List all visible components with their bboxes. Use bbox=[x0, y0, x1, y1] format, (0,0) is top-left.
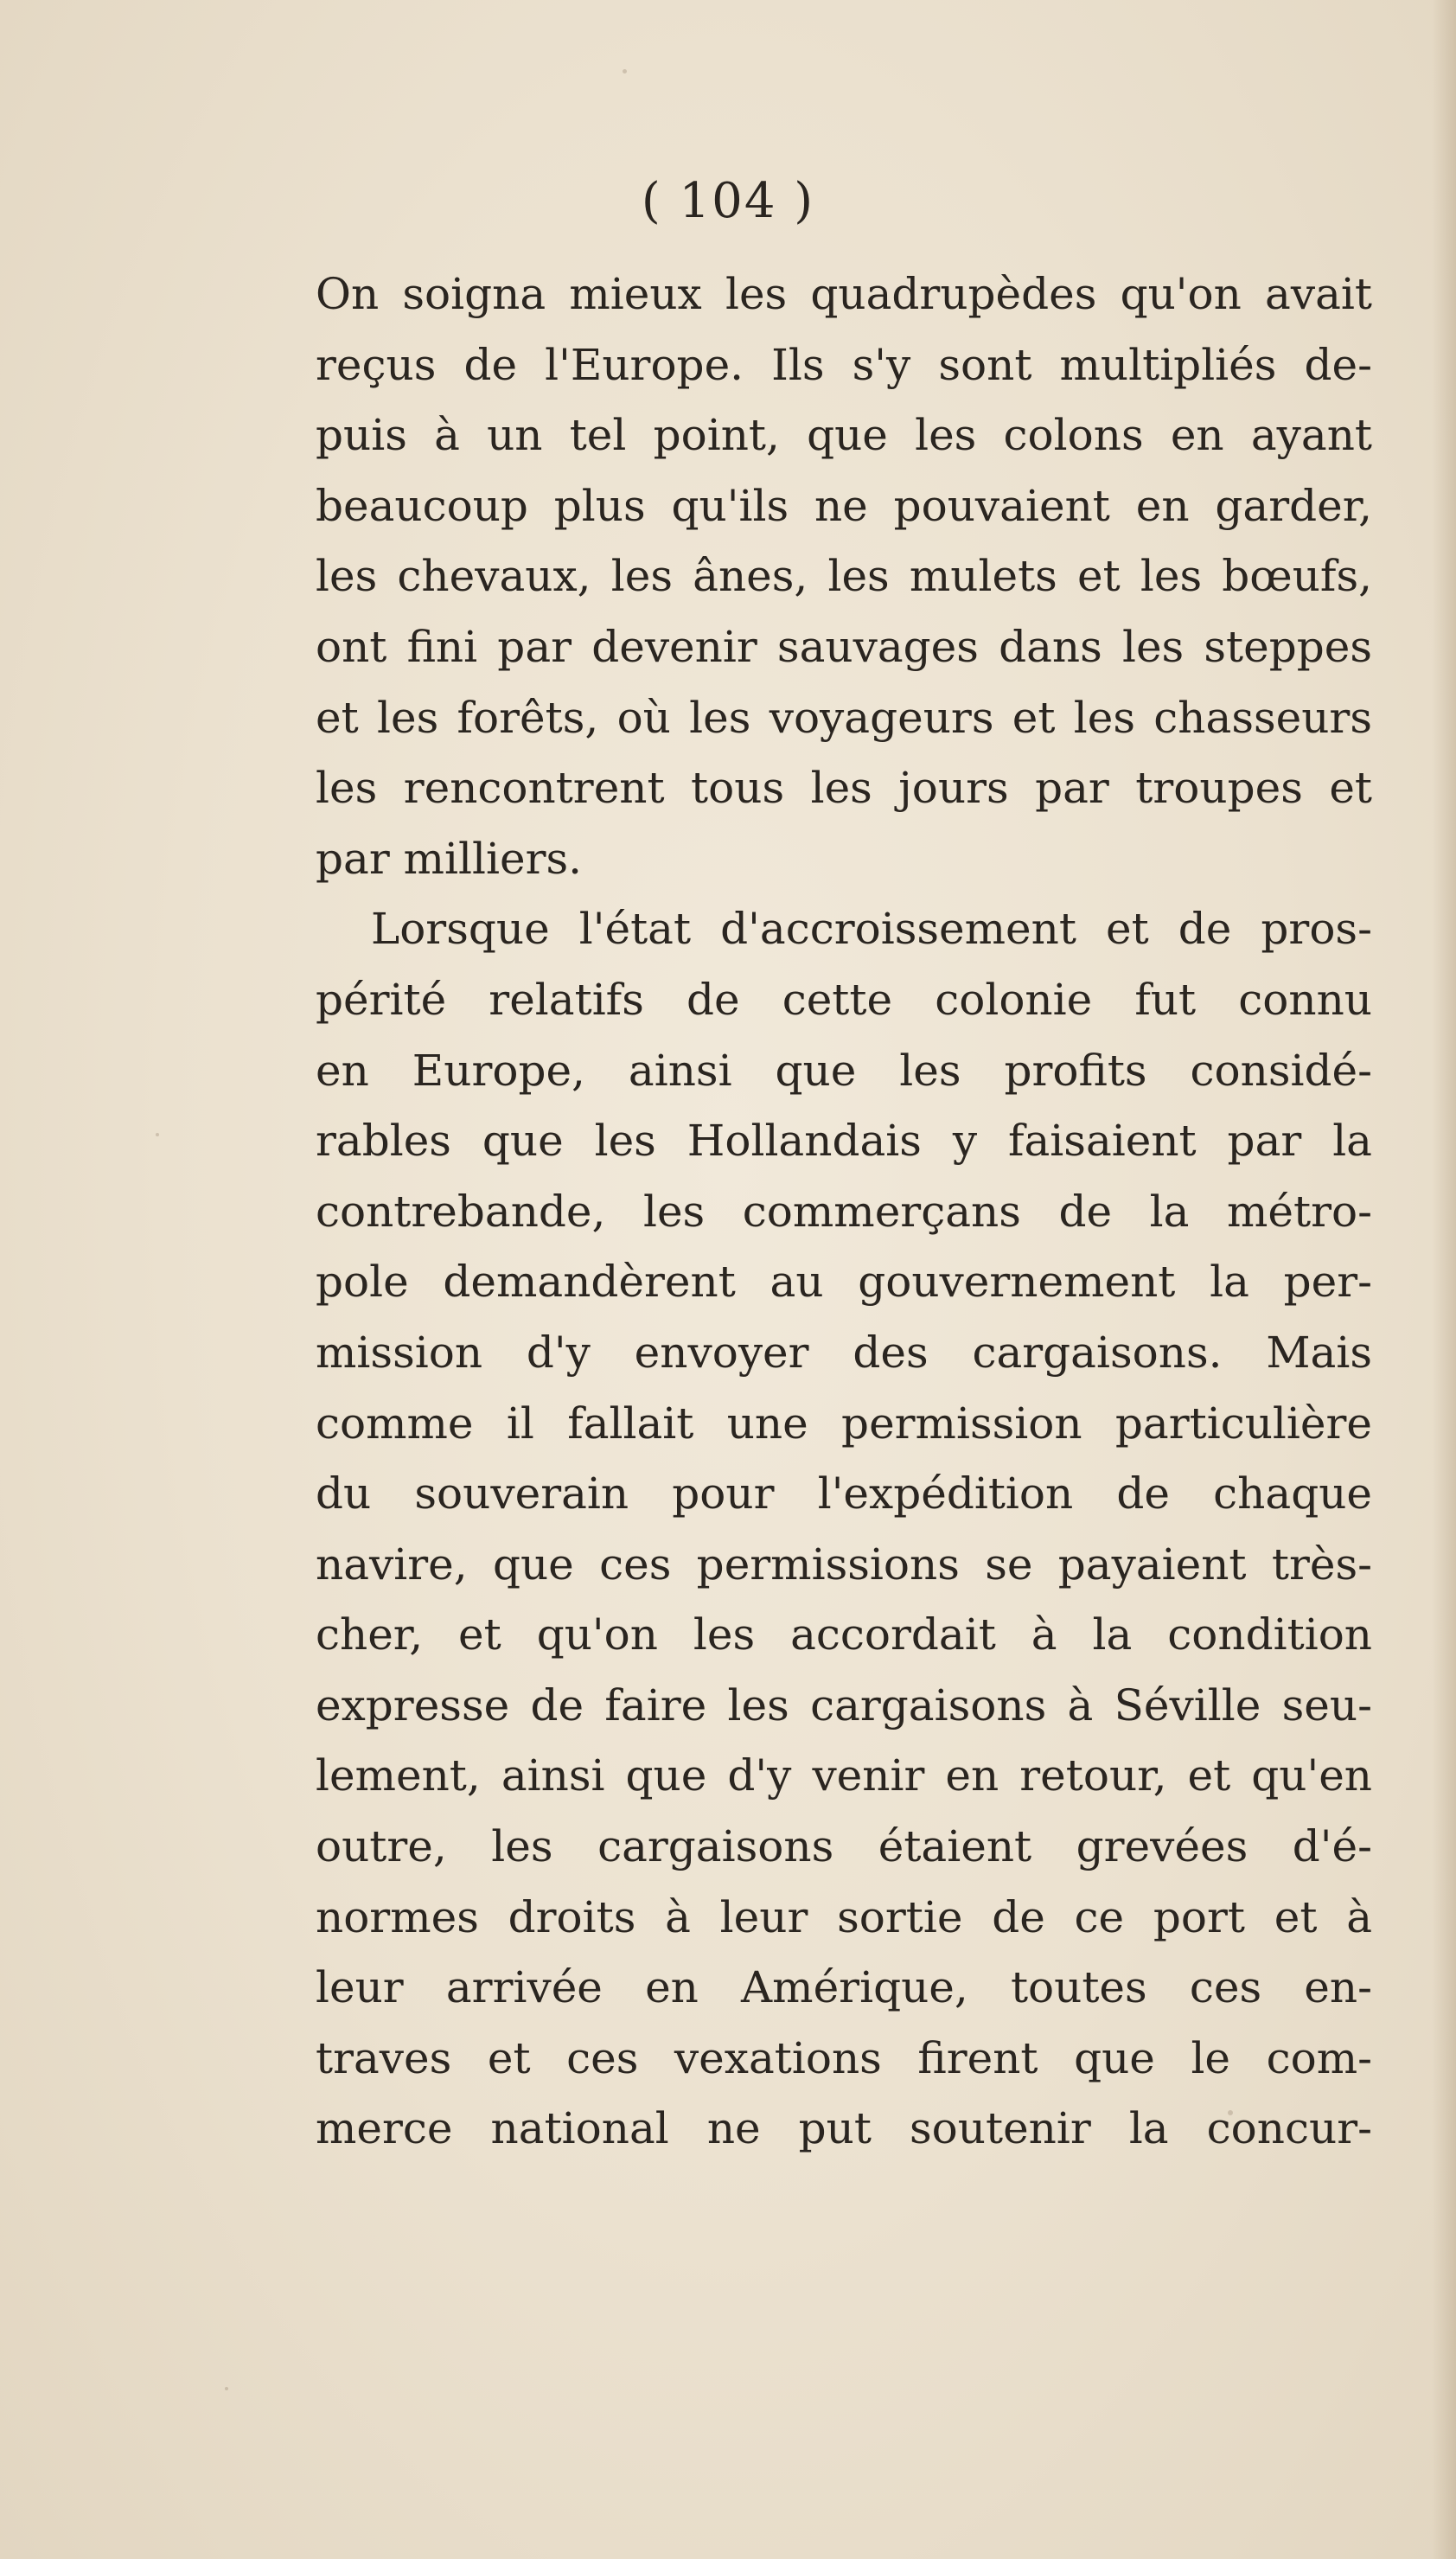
text-line: périté relatifs de cette colonie fut connu bbox=[316, 974, 1372, 1025]
text-line: et les forêts, où les voyageurs et les chasseurs bbox=[316, 692, 1372, 743]
text-line: beaucoup plus qu'ils ne pouvaient en garder, bbox=[316, 480, 1372, 531]
paper-fleck bbox=[225, 2387, 228, 2390]
text-line: leur arrivée en Amérique, toutes ces en- bbox=[316, 1962, 1372, 2013]
text-line: reçus de l'Europe. Ils s'y sont multipliés de- bbox=[316, 339, 1372, 390]
text-line: comme il fallait une permission particulière bbox=[316, 1398, 1372, 1449]
text-line: outre, les cargaisons étaient grevées d'é- bbox=[316, 1821, 1372, 1872]
text-line: du souverain pour l'expédition de chaque bbox=[316, 1468, 1372, 1519]
text-line: en Europe, ainsi que les profits considé- bbox=[316, 1045, 1372, 1096]
page-number: ( 104 ) bbox=[641, 173, 815, 229]
text-line: navire, que ces permissions se payaient très- bbox=[316, 1539, 1372, 1590]
text-line: merce national ne put soutenir la concur- bbox=[316, 2103, 1372, 2154]
text-line: expresse de faire les cargaisons à Séville seu- bbox=[316, 1679, 1372, 1731]
paper-fleck bbox=[623, 69, 627, 74]
text-line: contrebande, les commerçans de la métro- bbox=[316, 1186, 1372, 1237]
text-line: lement, ainsi que d'y venir en retour, et qu'en bbox=[316, 1750, 1372, 1801]
text-line: On soigna mieux les quadrupèdes qu'on avait bbox=[316, 269, 1372, 319]
paragraph-end-line: par milliers. bbox=[316, 833, 583, 884]
text-line: ont fini par devenir sauvages dans les steppes bbox=[316, 621, 1372, 672]
text-line: normes droits à leur sortie de ce port et à bbox=[316, 1891, 1372, 1942]
text-line: cher, et qu'on les accordait à la condition bbox=[316, 1609, 1372, 1660]
page-edge-shadow bbox=[1432, 0, 1456, 2559]
text-line: puis à un tel point, que les colons en ayant bbox=[316, 410, 1372, 461]
body-text bbox=[316, 259, 1372, 2165]
text-line: les chevaux, les ânes, les mulets et les bœufs, bbox=[316, 551, 1372, 602]
text-line: les rencontrent tous les jours par troupes et bbox=[316, 763, 1372, 814]
text-line: pole demandèrent au gouvernement la per- bbox=[316, 1257, 1372, 1308]
text-line: rables que les Hollandais y faisaient par la bbox=[316, 1116, 1372, 1167]
text-line: traves et ces vexations firent que le com- bbox=[316, 2032, 1372, 2083]
paper-fleck bbox=[156, 1133, 159, 1136]
text-line: mission d'y envoyer des cargaisons. Mais bbox=[316, 1327, 1372, 1378]
paragraph-start-line: Lorsque l'état d'accroissement et de pros- bbox=[371, 904, 1372, 955]
